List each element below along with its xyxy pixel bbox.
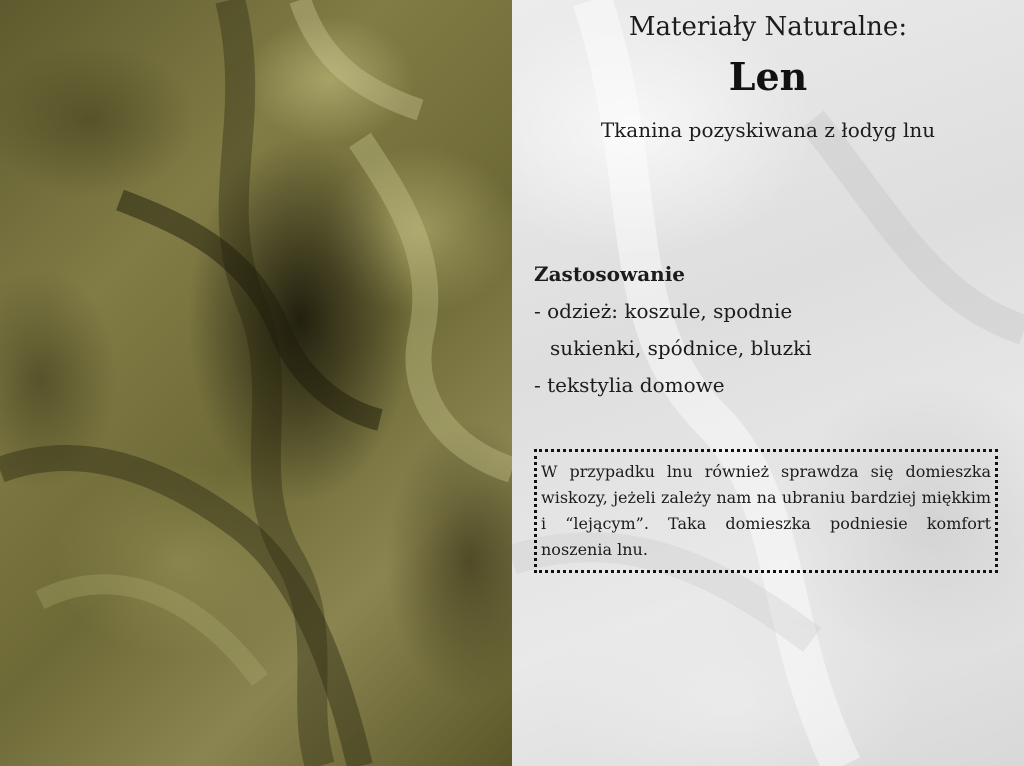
- uses-item-clothing: - odzież: koszule, spodnie: [534, 299, 793, 323]
- viscose-blend-note: W przypadku lnu również sprawdza się domieszka wiskozy, jeżeli zależy nam na ubraniu bardziej miękkim i “lejącym”. Taka domieszka podniesie komfort noszenia lnu.: [534, 449, 998, 573]
- page-subtitle: Tkanina pozyskiwana z łodyg lnu: [600, 118, 936, 142]
- uses-heading: Zastosowanie: [534, 262, 686, 286]
- page-title: Len: [728, 54, 808, 99]
- uses-section: [534, 256, 1004, 404]
- uses-item-home-textiles: - tekstylia domowe: [534, 373, 725, 397]
- uses-item-clothing-continued: sukienki, spódnice, bluzki: [550, 336, 812, 360]
- info-panel: [512, 0, 1024, 766]
- header-kicker: Materiały Naturalne:: [628, 12, 908, 42]
